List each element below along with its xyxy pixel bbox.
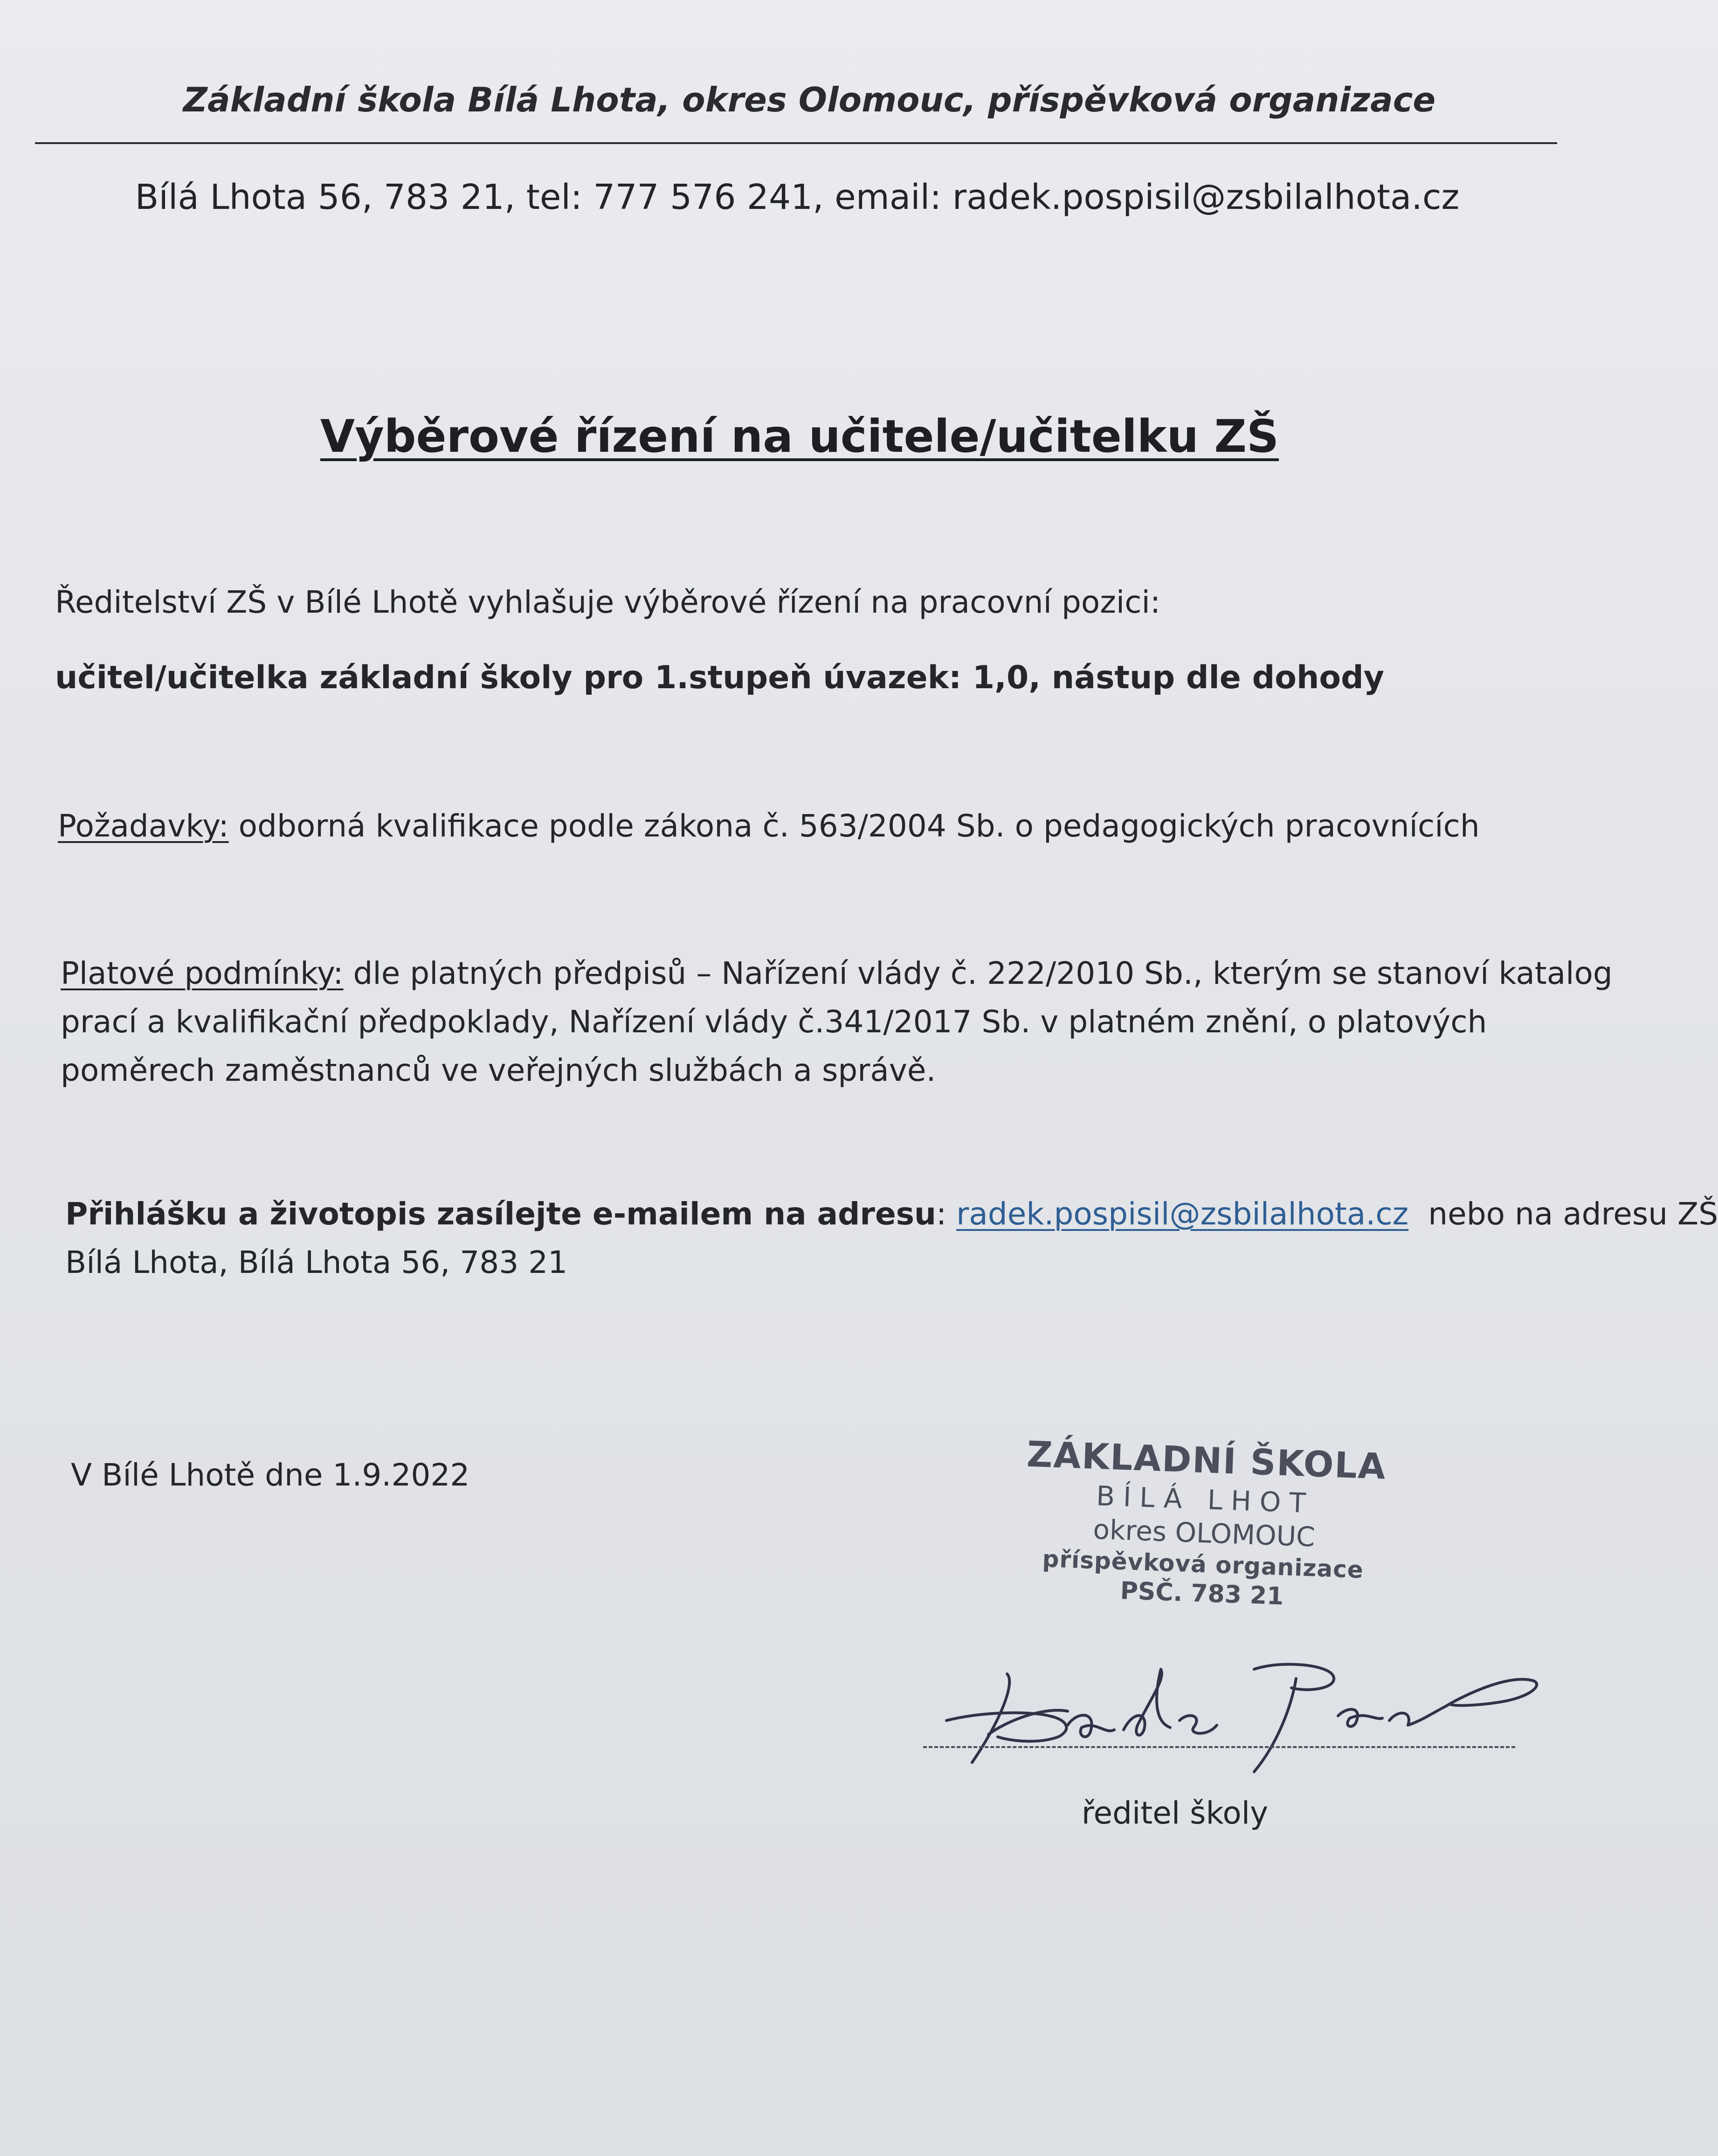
intro-paragraph: Ředitelství ZŠ v Bílé Lhotě vyhlašuje výběrové řízení na pracovní pozici: — [55, 584, 1161, 620]
application-line-1 — [65, 1190, 1718, 1238]
school-stamp — [1010, 1431, 1398, 1615]
director-signature — [928, 1641, 1543, 1781]
salary-label: Platové podmínky: — [61, 955, 344, 991]
contact-email: radek.pospisil@zsbilalhota.cz — [952, 177, 1460, 217]
requirements-text: odborná kvalifikace podle zákona č. 563/2004 Sb. o pedagogických pracovnících — [228, 808, 1480, 844]
salary-line-2: prací a kvalifikační předpoklady, Nařízení vlády č.341/2017 Sb. v platném znění, o platových — [61, 1004, 1487, 1040]
place-and-date: V Bílé Lhotě dne 1.9.2022 — [71, 1457, 470, 1493]
stamp-line-5: PSČ. 783 21 — [1119, 1577, 1284, 1611]
stamp-line-4: příspěvková organizace — [1042, 1545, 1364, 1584]
contact-line — [0, 177, 1594, 217]
salary-paragraph — [61, 949, 1613, 1095]
application-lead: Přihlášku a životopis zasílejte e-mailem na adresu — [65, 1196, 937, 1232]
requirements-label: Požadavky: — [58, 808, 229, 844]
document-title — [0, 410, 1599, 463]
stamp-line-1: ZÁKLADNÍ ŠKOLA — [1026, 1433, 1387, 1487]
stamp-line-3: okres OLOMOUC — [1092, 1513, 1316, 1553]
salary-line-1 — [61, 949, 1613, 998]
document-title-text: Výběrové řízení na učitele/učitelku ZŠ — [320, 410, 1279, 463]
salary-line-1-text: dle platných předpisů – Nařízení vlády č. 222/2010 Sb., kterým se stanoví katalog — [343, 955, 1613, 991]
application-colon: : — [936, 1196, 957, 1232]
stamp-line-2: BÍLÁ LHOT — [1096, 1480, 1315, 1520]
contact-address-phone: Bílá Lhota 56, 783 21, tel: 777 576 241, email: — [135, 177, 952, 217]
requirements-paragraph — [58, 802, 1480, 850]
application-email-link[interactable]: radek.pospisil@zsbilalhota.cz — [956, 1196, 1409, 1232]
application-paragraph — [65, 1190, 1718, 1287]
salary-line-3: poměrech zaměstnanců ve veřejných službách a správě. — [61, 1052, 936, 1088]
application-after-email: nebo na adresu ZŠ — [1408, 1196, 1718, 1232]
school-name-header: Základní škola Bílá Lhota, okres Olomouc, příspěvková organizace — [183, 80, 1436, 119]
position-line: učitel/učitelka základní školy pro 1.stupeň úvazek: 1,0, nástup dle dohody — [55, 659, 1385, 696]
header-divider — [35, 142, 1557, 144]
signature-role: ředitel školy — [1081, 1795, 1269, 1831]
signature-line — [923, 1746, 1515, 1748]
application-line-2: Bílá Lhota, Bílá Lhota 56, 783 21 — [65, 1244, 568, 1280]
